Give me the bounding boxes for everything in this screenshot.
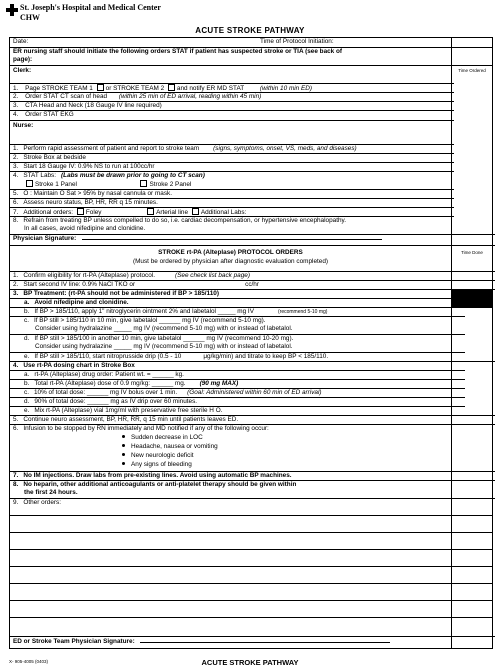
protocol-item-1: 1. Confirm eligibility for rt-PA (Alteplase) protocol. (See check list back page) — [10, 271, 495, 281]
nurse-item-2: 2. Stroke Box at bedside — [10, 153, 454, 163]
blank-line — [10, 515, 492, 516]
stop-criteria-2: Headache, nausea or vomiting — [10, 443, 500, 452]
dose-item-b: b. Total rt-PA (Alteplase) dose of 0.9 mg/kg: ______ mg. (90 mg MAX) — [10, 379, 465, 389]
stop-criteria-1: Sudden decrease in LOC — [10, 434, 500, 443]
blank-line — [10, 600, 492, 601]
cross-logo-icon — [6, 4, 18, 16]
form-code: X- 905-4005 (0403) — [9, 659, 49, 664]
stop-criteria-4: Any signs of bleeding — [10, 461, 500, 470]
clerk-item-3: 3. CTA Head and Neck (18 Gauge IV line required) — [10, 101, 454, 111]
bullet-icon — [122, 453, 125, 456]
ed-signature-row: ED or Stroke Team Physician Signature: — [10, 636, 495, 649]
footer-title: ACUTE STROKE PATHWAY — [201, 658, 299, 667]
clerk-item-4: 4. Order STAT EKG — [10, 110, 454, 121]
stroke-1-panel-checkbox[interactable] — [26, 180, 33, 187]
protocol-item-2: 2. Start second IV line: 0.9% NaCl TKO or cc/hr — [10, 280, 495, 290]
physician-signature-field[interactable] — [82, 239, 382, 240]
dose-item-d: d. 90% of total dose: ______ mg as IV drip over 60 minutes. — [10, 397, 465, 407]
er-note-line-1: ER nursing staff should initiate the following orders STAT if patient has suspected stroke or TIA (see back of — [13, 48, 343, 55]
protocol-item-7: 7. No IM injections. Draw labs from pre-existing lines. Avoid using automatic BP machines. — [10, 471, 495, 481]
blank-line — [10, 583, 492, 584]
time-done-header: Time Done — [461, 250, 483, 255]
protocol-item-8-cont: the first 24 hours. — [24, 489, 78, 496]
org-name: St. Joseph's Hospital and Medical Center — [20, 3, 161, 12]
dose-item-a: a. rt-PA (Alteplase) drug order: Patient wt. = ______ kg. — [10, 370, 465, 380]
dose-item-c: c. 10% of total dose: ______ mg IV bolus over 1 min. (Goal: Administered within 60 min of ED arrival) — [10, 388, 465, 398]
foley-checkbox[interactable] — [77, 208, 84, 215]
protocol-item-6: 6. Infusion to be stopped by RN immediately and MD notified if any of the following occur: — [10, 424, 495, 434]
ed-signature-field[interactable] — [140, 642, 390, 643]
chw-logo-text: CHW — [20, 13, 40, 22]
nurse-item-7: 7. Additional orders: Foley Arterial line Additional Labs: — [10, 207, 454, 217]
time-init-label[interactable]: Time of Protocol Initiation: — [260, 38, 334, 45]
bullet-icon — [122, 444, 125, 447]
dose-item-e: e. Mix rt-PA (Alteplase) vial 1mg/ml with preservative free sterile H O. — [10, 406, 465, 416]
blank-line — [10, 566, 492, 567]
er-note — [10, 48, 492, 66]
nurse-label: Nurse: — [13, 122, 34, 129]
bp-item-a: a. Avoid nifedipine and clonidine. — [10, 298, 465, 308]
header — [0, 0, 500, 36]
blank-line — [10, 532, 492, 533]
nurse-item-5: 5. O : Maintain O Sat > 95% by nasal cannula or mask. — [10, 189, 454, 199]
bp-item-c: c. If BP still > 185/110 in 10 min, give labetalol ______ mg IV (recommend 5-10 mg). — [10, 316, 465, 326]
bullet-icon — [122, 462, 125, 465]
bp-item-d: d. If BP still > 185/100 in another 10 min, give labetalol ______ mg IV (recommend 10-20 mg). — [10, 334, 465, 344]
protocol-item-5: 5. Continue neuro assessment, BP, HR, RR, q 15 min until patients leaves ED. — [10, 415, 495, 425]
additional-labs-checkbox[interactable] — [192, 208, 199, 215]
bp-item-b: b. If BP > 185/110, apply 1" nitroglycerin ointment 2% and labetalol _____ mg IV (recommend 5-10 mg) — [10, 307, 465, 317]
nurse-item-6: 6. Assess neuro status, BP, HR, RR q 15 minutes. — [10, 198, 454, 208]
nurse-item-3: 3. Start 18 Gauge IV: 0.9% NS to run at 100cc/hr — [10, 162, 454, 172]
physician-signature-row: Physician Signature: — [10, 234, 495, 246]
protocol-item-9: 9. Other orders: — [10, 498, 495, 508]
clerk-item-1: 1. Page STROKE TEAM 1 or STROKE TEAM 2 and notify ER MD STAT (within 10 min ED) — [10, 83, 454, 93]
nurse-item-4: 4. STAT Labs: (Labs must be drawn prior to going to CT scan) — [10, 171, 454, 181]
bullet-icon — [122, 435, 125, 438]
date-label[interactable]: Date: — [13, 38, 29, 45]
protocol-title: STROKE rt-PA (Alteplase) PROTOCOL ORDERS — [158, 249, 303, 256]
bp-item-d-alt: Consider using hydralazine _____ mg IV (recommend 5-10 mg) with or instead of labetalol. — [35, 343, 293, 350]
nurse-item-8-cont: In all cases, avoid nifedipine and clonidine. — [24, 225, 146, 232]
blank-line — [10, 549, 492, 550]
page-title: ACUTE STROKE PATHWAY — [195, 26, 305, 35]
nurse-item-1: 1. Perform rapid assessment of patient and report to stroke team (signs, symptoms, onset, VS, meds, and diseases) — [10, 144, 454, 154]
stop-criteria-3: New neurologic deficit — [10, 452, 500, 461]
nurse-item-8: 8. Refrain from treating BP unless compelled to do so, i.e. cardiac decompensation, or hypertensive encephalopathy. — [10, 216, 454, 226]
protocol-item-3: 3. BP Treatment: (rt-PA should not be administered if BP > 185/110) — [10, 289, 495, 299]
clerk-label: Clerk: — [13, 67, 32, 74]
nurse-item-4-panels: Stroke 1 Panel Stroke 2 Panel — [10, 180, 465, 189]
er-note-line-2: page): — [13, 56, 33, 63]
stroke-form — [9, 37, 493, 649]
bp-item-c-alt: Consider using hydralazine _____ mg IV (recommend 5-10 mg) with or instead of labetalol. — [35, 325, 293, 332]
protocol-item-8: 8. No heparin, other additional anticoagulants or anti-platelet therapy should be given within — [10, 480, 495, 490]
protocol-subtitle: (Must be ordered by physician after diagnostic evaluation completed) — [132, 258, 329, 265]
stroke-2-panel-checkbox[interactable] — [140, 180, 147, 187]
date-row — [10, 38, 492, 48]
clerk-item-2: 2. Order STAT CT scan of head (within 25 min of ED arrival, reading within 45 min) — [10, 92, 454, 102]
arterial-line-checkbox[interactable] — [147, 208, 154, 215]
stroke-team-1-checkbox[interactable] — [97, 84, 104, 91]
protocol-item-4: 4. Use rt-PA dosing chart in Stroke Box — [10, 361, 495, 371]
notify-er-checkbox[interactable] — [168, 84, 175, 91]
time-ordered-header: Time Ordered — [458, 68, 486, 73]
blank-line — [10, 617, 492, 618]
bp-item-e: e. If BP still > 185/110, start nitroprusside drip (0.5 - 10 μg/kg/min) and titrate to keep BP < 185/110. — [10, 352, 465, 362]
